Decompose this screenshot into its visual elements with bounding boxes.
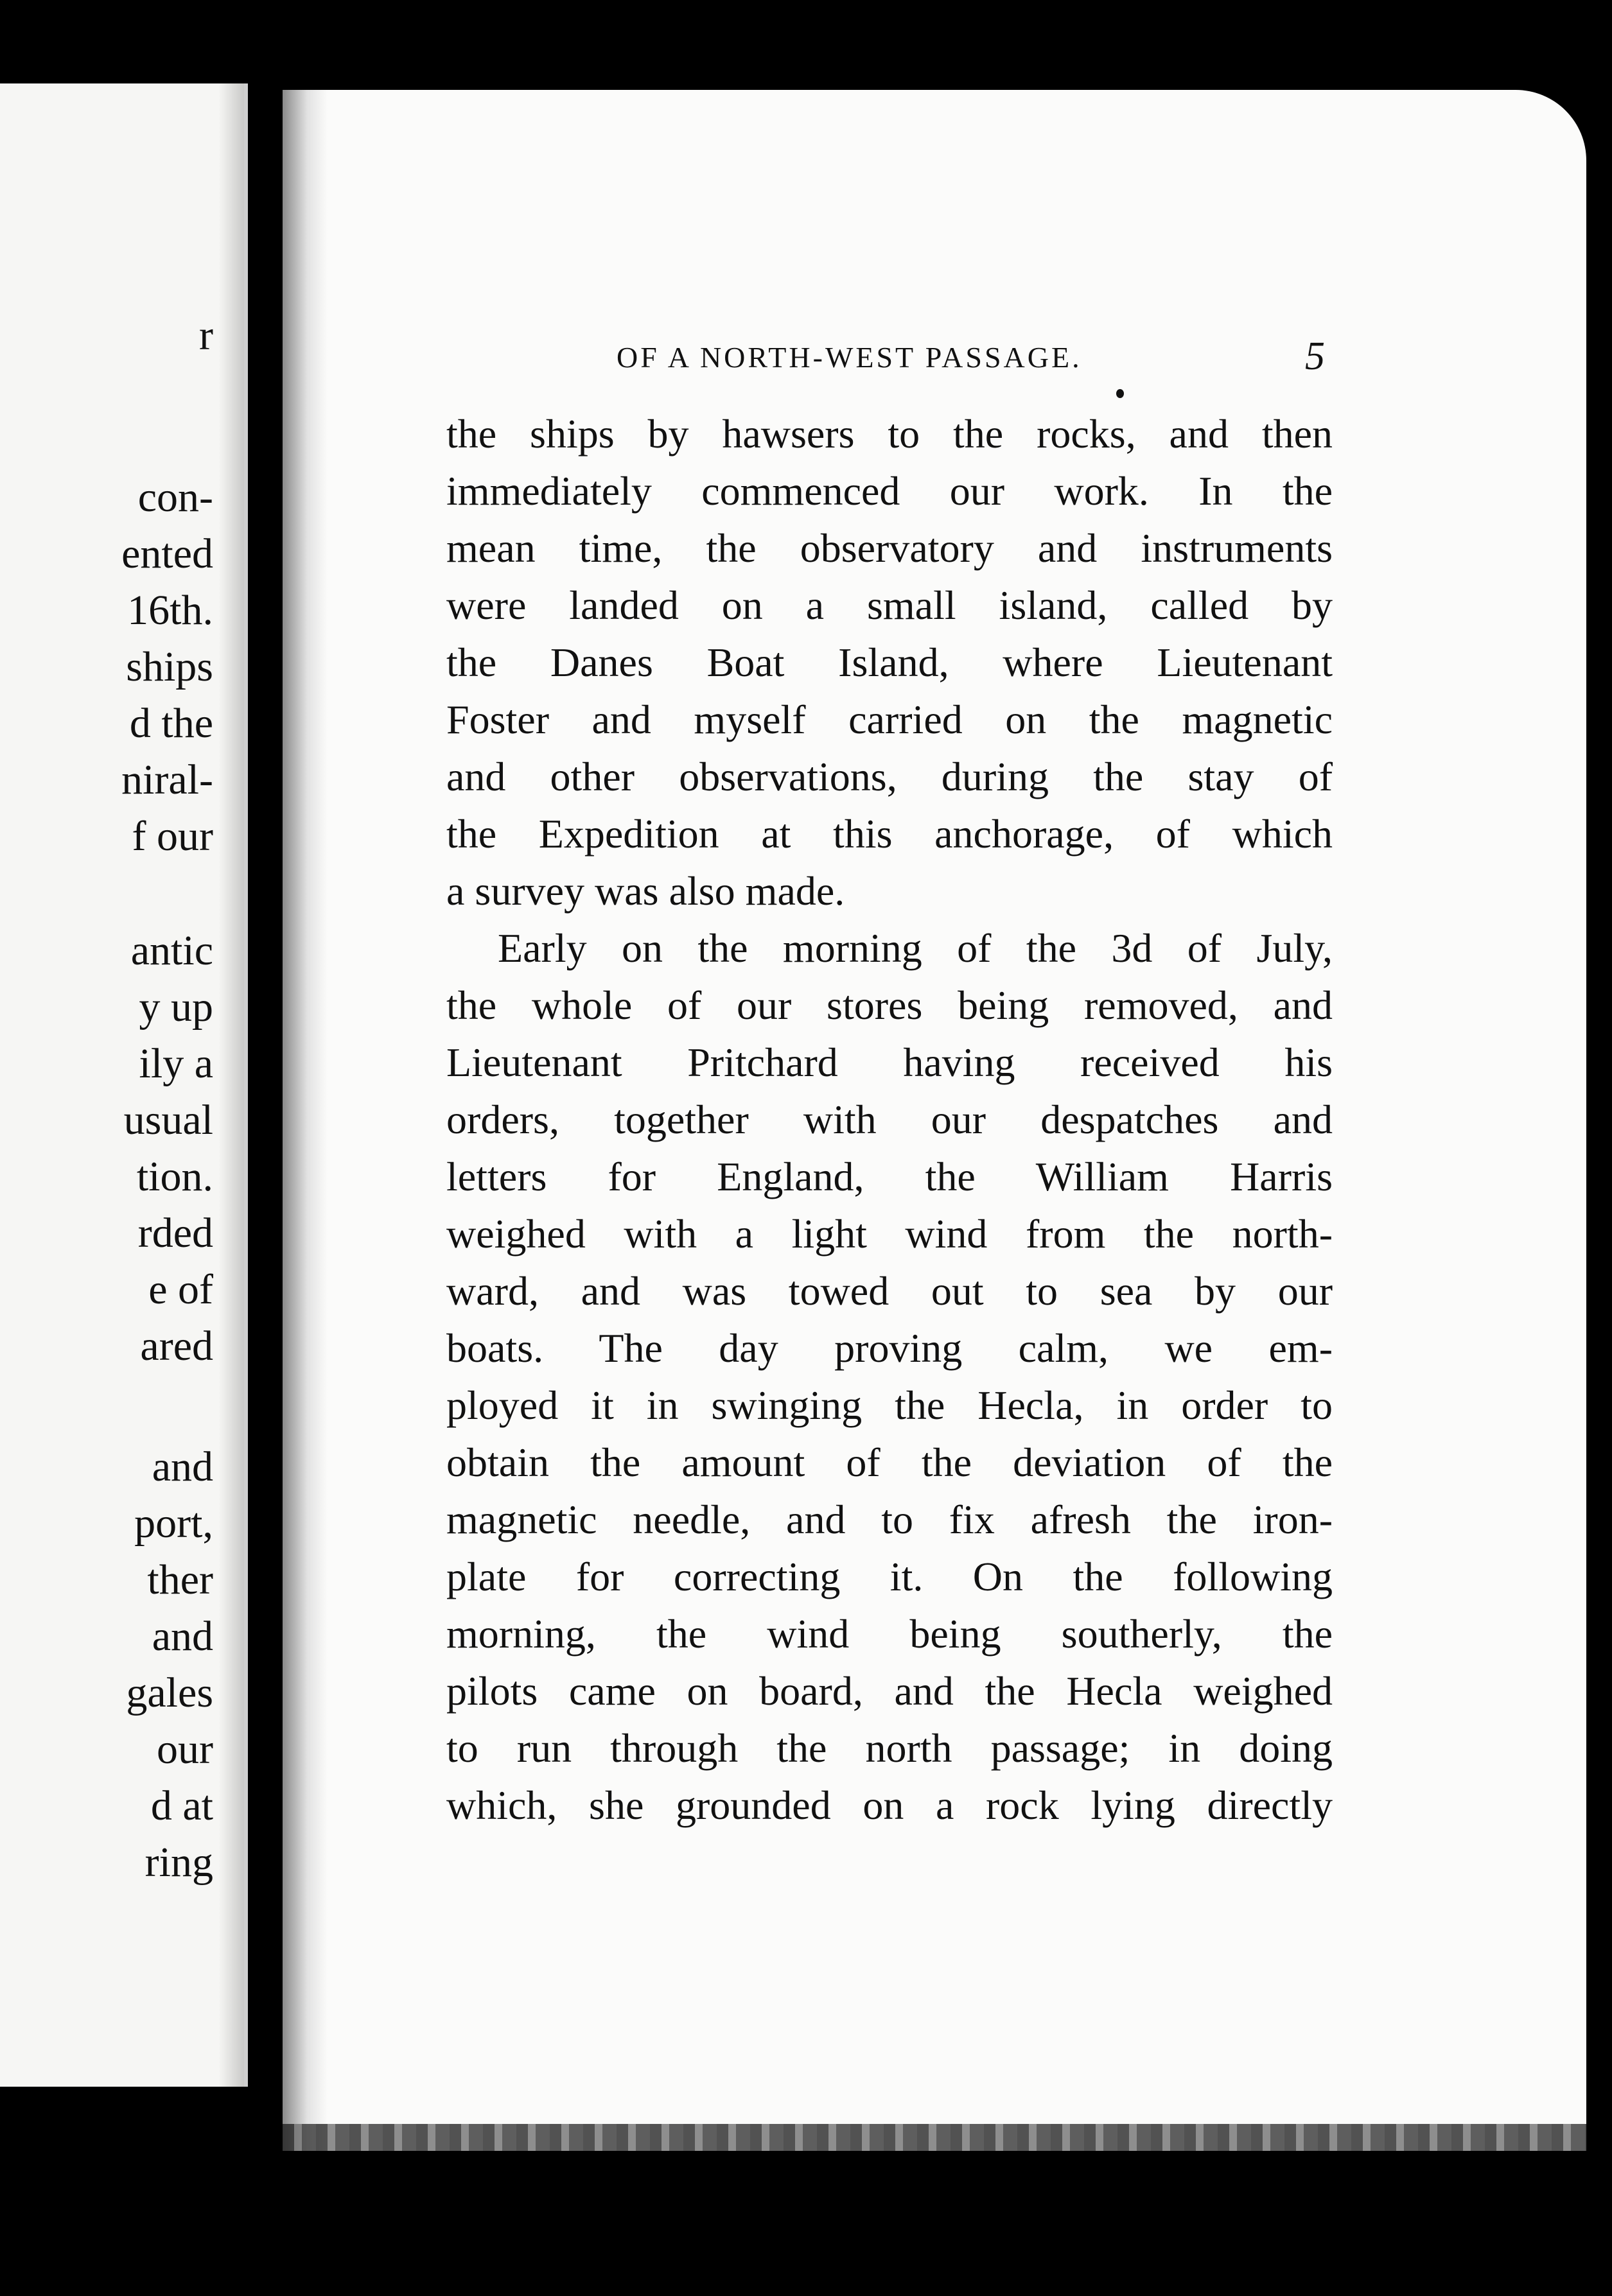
left-page-line: e of — [148, 1266, 213, 1313]
left-page-line: ships — [126, 643, 213, 690]
body-line: obtain the amount of the deviation of the — [446, 1439, 1333, 1485]
body-line: magnetic needle, and to fix afresh the iron- — [446, 1497, 1333, 1542]
body-line: to run through the north passage; in doing — [446, 1725, 1333, 1771]
left-page-line: d the — [129, 700, 213, 747]
body-line: plate for correcting it. On the following — [446, 1554, 1333, 1599]
body-line: boats. The day proving calm, we em- — [446, 1325, 1333, 1371]
left-page-line: con- — [137, 474, 213, 521]
left-page-line: f our — [132, 813, 213, 860]
left-page-line: our — [157, 1726, 213, 1773]
page-fold-shadow — [218, 83, 244, 2087]
left-page-line: and — [152, 1613, 213, 1660]
body-line: which, she grounded on a rock lying directly — [446, 1782, 1333, 1828]
left-page-line: r — [199, 312, 213, 359]
left-page-line: rded — [137, 1210, 213, 1257]
left-page-line: usual — [123, 1097, 213, 1144]
left-page-line: ared — [140, 1323, 213, 1370]
body-line: ward, and was towed out to sea by our — [446, 1268, 1333, 1314]
body-line: Foster and myself carried on the magnetic — [446, 697, 1333, 742]
body-line: were landed on a small island, called by — [446, 582, 1333, 628]
page-number: 5 — [1305, 335, 1325, 378]
body-line: morning, the wind being southerly, the — [446, 1611, 1333, 1657]
running-head: OF A NORTH-WEST PASSAGE. — [617, 341, 1082, 374]
left-page-line: and — [152, 1443, 213, 1490]
body-line: orders, together with our despatches and — [446, 1097, 1333, 1142]
body-line: the whole of our stores being removed, and — [446, 982, 1333, 1028]
body-line: pilots came on board, and the Hecla weighed — [446, 1668, 1333, 1714]
body-line: the ships by hawsers to the rocks, and then — [446, 411, 1333, 457]
body-line: immediately commenced our work. In the — [446, 468, 1333, 514]
previous-page-fragment — [0, 83, 248, 2087]
body-line: ployed it in swinging the Hecla, in order to — [446, 1382, 1333, 1428]
page-bottom-edge — [283, 2124, 1586, 2151]
left-page-line: tion. — [136, 1153, 213, 1200]
body-line: letters for England, the William Harris — [446, 1154, 1333, 1199]
body-line: a survey was also made. — [446, 868, 845, 914]
left-page-line: ring — [145, 1839, 213, 1886]
left-page-line: y up — [139, 984, 213, 1031]
page-gutter-shadow — [283, 90, 328, 2151]
body-line: the Expedition at this anchorage, of which — [446, 811, 1333, 857]
left-page-line: 16th. — [127, 587, 213, 634]
body-line: the Danes Boat Island, where Lieutenant — [446, 639, 1333, 685]
left-page-line: antic — [130, 927, 213, 974]
left-page-line: ther — [147, 1556, 213, 1603]
left-page-line: ily a — [139, 1040, 213, 1087]
left-page-line: gales — [126, 1669, 213, 1716]
body-line: Lieutenant Pritchard having received his — [446, 1039, 1333, 1085]
body-line: and other observations, during the stay of — [446, 754, 1333, 799]
left-page-line: d at — [150, 1782, 213, 1829]
body-line: weighed with a light wind from the north- — [446, 1211, 1333, 1257]
left-page-line: niral- — [121, 756, 213, 803]
body-line: Early on the morning of the 3d of July, — [498, 925, 1333, 971]
left-page-line: ented — [121, 530, 213, 577]
ink-speck — [1116, 389, 1124, 398]
body-line: mean time, the observatory and instruments — [446, 525, 1333, 571]
left-page-line: port, — [134, 1500, 213, 1547]
